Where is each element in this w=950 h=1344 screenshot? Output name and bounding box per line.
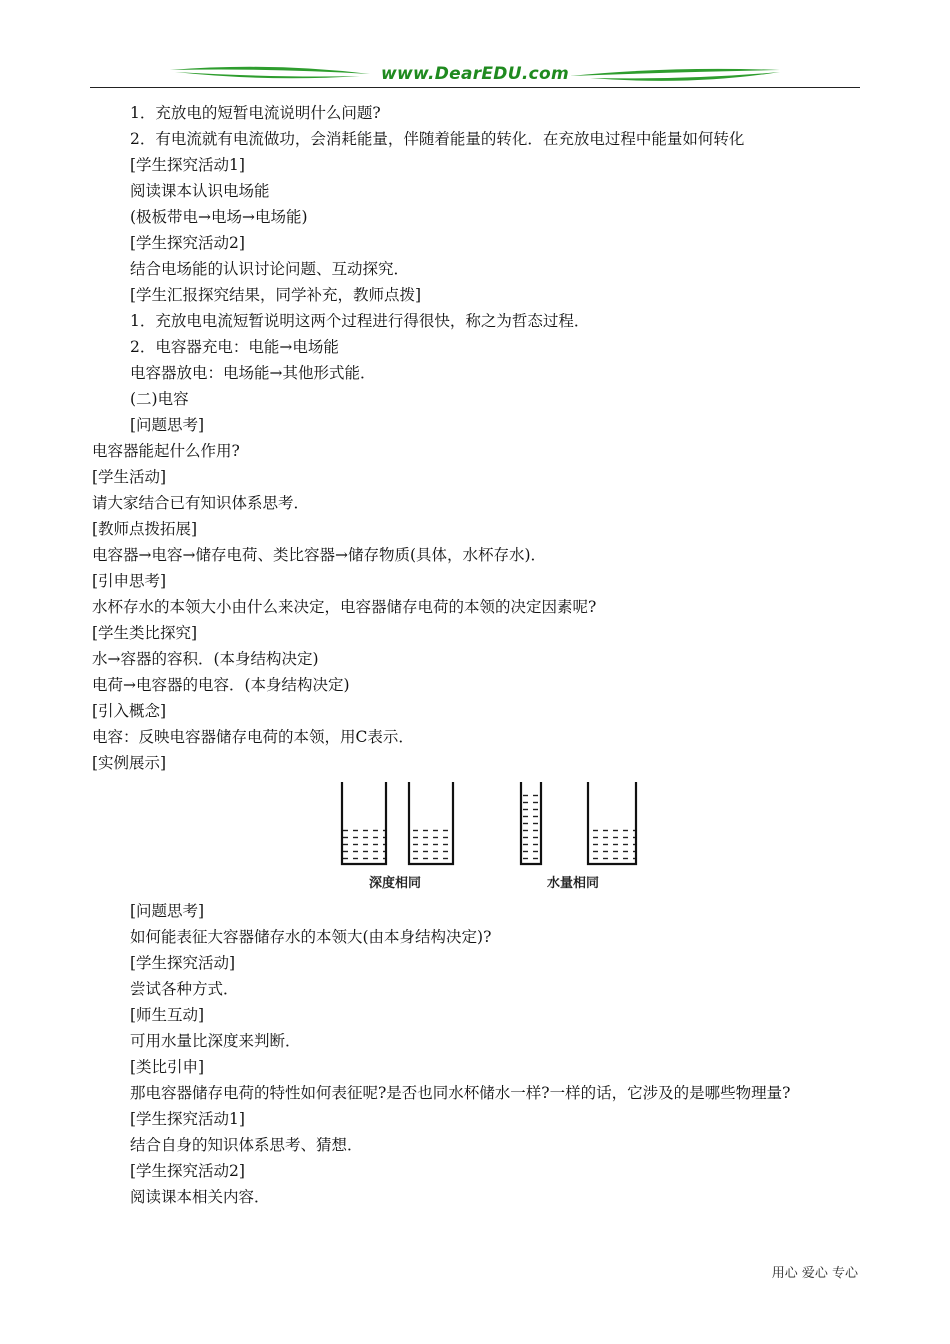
header-divider	[90, 87, 860, 88]
text-line: 电容：反映电容器储存电荷的本领，用C表示．	[92, 728, 414, 746]
text-line: [学生探究活动2]	[130, 1162, 245, 1180]
page-header	[90, 60, 860, 90]
text-line: 请大家结合已有知识体系思考．	[92, 494, 310, 512]
text-line: [学生探究活动]	[130, 954, 236, 972]
cup-equal-depth-2	[409, 782, 453, 864]
text-line: [学生探究活动1]	[130, 1110, 245, 1128]
text-line: [师生互动]	[130, 1006, 205, 1024]
text-line: [引申思考]	[92, 572, 167, 590]
text-line: (极板带电→电场→电场能)	[130, 208, 308, 226]
text-line: [引入概念]	[92, 702, 167, 720]
text-line: 电容器→电容→储存电荷、类比容器→储存物质(具体，水杯存水)．	[92, 546, 547, 564]
text-line: 阅读课本认识电场能	[130, 182, 270, 200]
text-line: 电容器能起什么作用?	[92, 442, 240, 460]
text-line: 水杯存水的本领大小由什么来决定，电容器储存电荷的本领的决定因素呢?	[92, 598, 597, 616]
section-heading: (二)电容	[130, 390, 189, 408]
text-line: 2．有电流就有电流做功，会消耗能量，伴随着能量的转化．在充放电过程中能量如何转化	[130, 130, 745, 148]
text-line: 结合自身的知识体系思考、猜想．	[130, 1136, 363, 1154]
text-line: 2．电容器充电：电能→电场能	[130, 338, 339, 356]
text-line: 水→容器的容积．(本身结构决定)	[92, 650, 319, 668]
paragraph: 那电容器储存电荷的特性如何表征呢?是否也同水杯储水一样?一样的话，它涉及的是哪些物理量?	[130, 1084, 791, 1102]
text-line: 1．充放电的短暂电流说明什么问题?	[130, 104, 381, 122]
text-line: [类比引申]	[130, 1058, 205, 1076]
figure-label-equal-depth: 深度相同	[369, 876, 422, 891]
cup-equal-volume-narrow	[521, 782, 541, 864]
text-line: 阅读课本相关内容．	[130, 1188, 270, 1206]
text-line: [学生汇报探究结果，同学补充，教师点拨]	[130, 286, 422, 304]
figure-label-equal-volume: 水量相同	[547, 876, 600, 891]
text-line: [问题思考]	[130, 416, 205, 434]
text-line: 尝试各种方式．	[130, 980, 239, 998]
page-footer: 用心 爱心 专心	[771, 1266, 858, 1281]
text-line: 电容器放电：电场能→其他形式能．	[130, 364, 376, 382]
text-line: [实例展示]	[92, 754, 167, 772]
text-line: [教师点拨拓展]	[92, 520, 198, 538]
text-line: 1．充放电电流短暂说明这两个过程进行得很快，称之为哲态过程．	[130, 312, 590, 330]
cup-equal-volume-wide	[588, 782, 636, 864]
text-line: [问题思考]	[130, 902, 205, 920]
logo-text: www.DearEDU.com	[381, 64, 569, 84]
document-body	[92, 100, 867, 1210]
cup-equal-depth-1	[342, 782, 386, 864]
water-containers-illustration	[332, 778, 642, 870]
text-line: [学生探究活动1]	[130, 156, 245, 174]
container-figure	[92, 776, 867, 898]
text-line: 结合电场能的认识讨论问题、互动探究．	[130, 260, 410, 278]
text-line: 如何能表征大容器储存水的本领大(由本身结构决定)?	[130, 928, 492, 946]
text-line: [学生类比探究]	[92, 624, 198, 642]
text-line: 电荷→电容器的电容．(本身结构决定)	[92, 676, 350, 694]
text-line: [学生活动]	[92, 468, 167, 486]
text-line: 可用水量比深度来判断．	[130, 1032, 301, 1050]
text-line: [学生探究活动2]	[130, 234, 245, 252]
